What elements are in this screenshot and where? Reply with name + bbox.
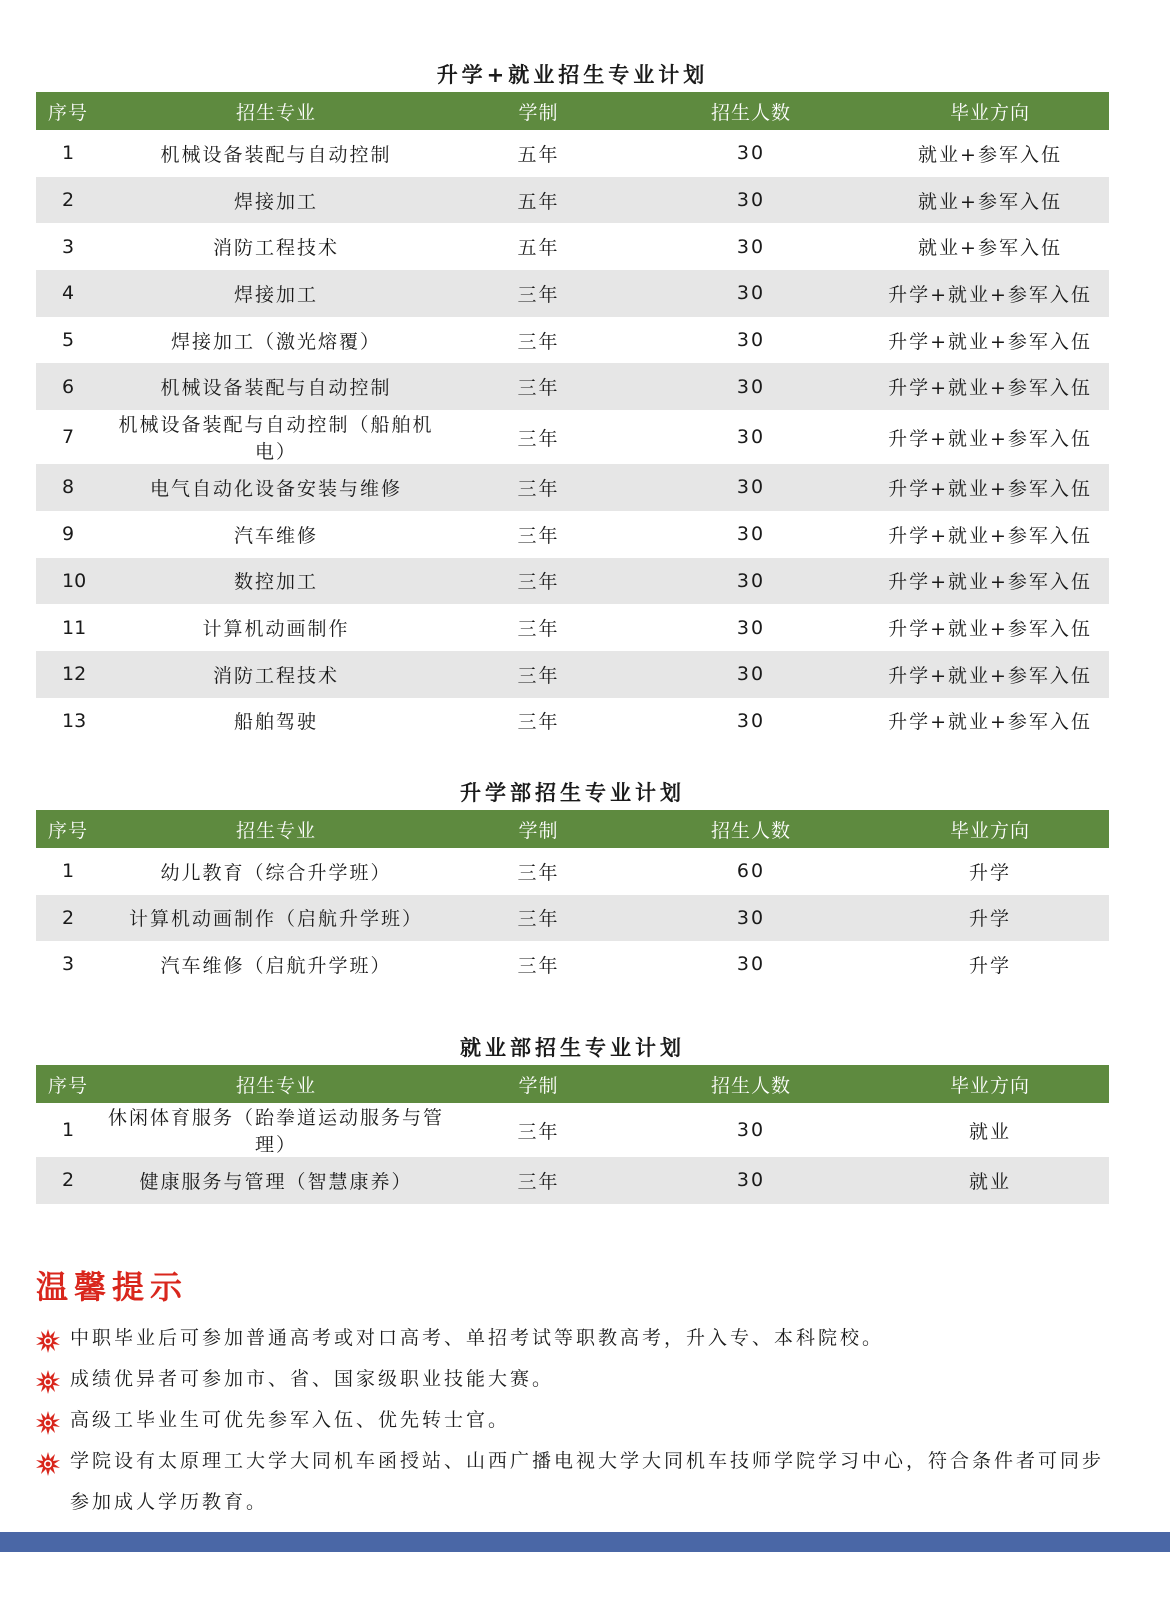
- cell-enrollment: 30: [736, 709, 766, 732]
- cell-no: 9: [62, 523, 75, 546]
- cell-no: 1: [62, 860, 75, 883]
- table-header-row: [36, 92, 1109, 130]
- cell-enrollment: 30: [631, 1157, 871, 1204]
- table-row: [36, 895, 1109, 942]
- sunburst-bullet-icon: [36, 1450, 60, 1474]
- header-no: 序号: [36, 92, 106, 130]
- table-header-row: [36, 810, 1109, 848]
- cell-major: 计算机动画制作: [202, 618, 350, 641]
- cell-enrollment: 30: [631, 464, 871, 511]
- tip-text: 成绩优异者可参加市、省、国家级职业技能大赛。: [70, 1368, 555, 1390]
- cell-direction: 升学+就业+参军入伍: [888, 711, 1092, 734]
- cell-duration: 三年: [446, 1157, 631, 1204]
- cell-direction: 升学+就业+参军入伍: [871, 363, 1109, 410]
- cell-no: 5: [62, 329, 75, 352]
- header-major: 招生专业: [106, 810, 446, 848]
- cell-enrollment: 30: [631, 895, 871, 942]
- cell-direction: 升学+就业+参军入伍: [888, 427, 1092, 450]
- cell-duration: 三年: [517, 524, 560, 547]
- cell-enrollment: 30: [736, 953, 766, 976]
- cell-enrollment: 30: [736, 616, 766, 639]
- tip-item: [36, 1400, 1116, 1441]
- cell-enrollment: 30: [736, 426, 766, 449]
- cell-no: 11: [62, 616, 87, 639]
- cell-duration: 五年: [446, 177, 631, 224]
- header-enrollment: 招生人数: [631, 92, 871, 130]
- bottom-bar: [0, 1532, 1170, 1552]
- section-employment-department: [36, 1031, 1109, 1204]
- table-row: [36, 317, 1109, 364]
- cell-duration: 三年: [517, 330, 560, 353]
- cell-major: 电气自动化设备安装与维修: [106, 464, 446, 511]
- table-row: [36, 1103, 1109, 1157]
- header-enrollment: 招生人数: [631, 810, 871, 848]
- cell-duration: 三年: [517, 1120, 560, 1143]
- cell-no: 1: [62, 1119, 75, 1141]
- cell-direction: 升学+就业+参军入伍: [871, 270, 1109, 317]
- cell-major: 数控加工: [106, 558, 446, 605]
- cell-direction: 升学+就业+参军入伍: [871, 558, 1109, 605]
- cell-enrollment: 30: [631, 363, 871, 410]
- cell-major: 机械设备装配与自动控制（船舶机电）: [118, 414, 434, 464]
- cell-no: 13: [62, 709, 87, 732]
- cell-duration: 三年: [517, 861, 560, 884]
- header-direction: 毕业方向: [871, 92, 1109, 130]
- cell-major: 计算机动画制作（启航升学班）: [106, 895, 446, 942]
- cell-no: 10: [36, 558, 106, 605]
- cell-major: 机械设备装配与自动控制: [160, 143, 392, 166]
- cell-direction: 就业: [968, 1120, 1011, 1143]
- cell-enrollment: 30: [736, 142, 766, 165]
- table-row: [36, 270, 1109, 317]
- cell-enrollment: 30: [736, 329, 766, 352]
- table-row: [36, 698, 1109, 745]
- cell-direction: 升学+就业+参军入伍: [871, 464, 1109, 511]
- cell-major: 休闲体育服务（跆拳道运动服务与管理）: [107, 1107, 444, 1156]
- table-row: [36, 558, 1109, 605]
- sunburst-bullet-icon: [36, 1368, 60, 1392]
- cell-enrollment: 60: [736, 860, 766, 883]
- cell-major: 消防工程技术: [212, 237, 339, 260]
- cell-direction: 升学: [968, 954, 1011, 977]
- table-row: [36, 651, 1109, 698]
- header-no: 序号: [36, 810, 106, 848]
- tips-list: [36, 1318, 1116, 1523]
- header-major: 招生专业: [106, 92, 446, 130]
- cell-major: 汽车维修（启航升学班）: [160, 954, 392, 977]
- cell-no: 6: [36, 363, 106, 410]
- cell-enrollment: 30: [736, 1119, 766, 1141]
- cell-major: 汽车维修: [233, 524, 318, 547]
- cell-no: 12: [36, 651, 106, 698]
- cell-major: 幼儿教育（综合升学班）: [160, 861, 392, 884]
- cell-no: 3: [62, 235, 75, 258]
- header-duration: 学制: [446, 92, 631, 130]
- sunburst-bullet-icon: [36, 1327, 60, 1351]
- section-title: 升学部招生专业计划: [460, 781, 685, 805]
- cell-enrollment: 30: [631, 558, 871, 605]
- cell-duration: 三年: [517, 618, 560, 641]
- header-duration: 学制: [446, 1065, 631, 1103]
- table-row: [36, 848, 1109, 895]
- cell-direction: 升学: [968, 861, 1011, 884]
- cell-duration: 三年: [446, 464, 631, 511]
- table-row: [36, 604, 1109, 651]
- cell-enrollment: 30: [631, 270, 871, 317]
- cell-duration: 五年: [517, 143, 560, 166]
- section-title: 升学+就业招生专业计划: [436, 63, 709, 87]
- cell-duration: 三年: [446, 651, 631, 698]
- cell-direction: 升学+就业+参军入伍: [871, 651, 1109, 698]
- table-row: [36, 410, 1109, 464]
- cell-no: 4: [36, 270, 106, 317]
- cell-duration: 三年: [446, 558, 631, 605]
- section-title: 就业部招生专业计划: [460, 1036, 685, 1060]
- cell-direction: 升学+就业+参军入伍: [888, 524, 1092, 547]
- table-row: [36, 1157, 1109, 1204]
- cell-major: 焊接加工: [106, 177, 446, 224]
- cell-enrollment: 30: [736, 235, 766, 258]
- header-enrollment: 招生人数: [631, 1065, 871, 1103]
- header-direction: 毕业方向: [871, 810, 1109, 848]
- cell-major: 健康服务与管理（智慧康养）: [106, 1157, 446, 1204]
- sunburst-bullet-icon: [36, 1409, 60, 1433]
- cell-enrollment: 30: [631, 177, 871, 224]
- cell-major: 焊接加工: [106, 270, 446, 317]
- table-row: [36, 130, 1109, 177]
- plan-table: [36, 810, 1109, 988]
- table-row: [36, 941, 1109, 988]
- tip-text: 高级工毕业生可优先参军入伍、优先转士官。: [70, 1409, 511, 1431]
- cell-enrollment: 30: [631, 651, 871, 698]
- cell-direction: 就业+参军入伍: [918, 143, 1062, 166]
- cell-enrollment: 30: [736, 523, 766, 546]
- cell-duration: 三年: [446, 895, 631, 942]
- table-row: [36, 363, 1109, 410]
- tip-item: [36, 1359, 1116, 1400]
- cell-no: 2: [36, 177, 106, 224]
- plan-table: [36, 92, 1109, 744]
- cell-direction: 升学+就业+参军入伍: [888, 330, 1092, 353]
- section-upgrade-employment: [36, 58, 1109, 744]
- header-major: 招生专业: [106, 1065, 446, 1103]
- cell-direction: 就业+参军入伍: [871, 177, 1109, 224]
- cell-duration: 五年: [517, 237, 560, 260]
- tips-title: 温馨提示: [36, 1268, 189, 1306]
- cell-no: 2: [36, 895, 106, 942]
- tip-item: [36, 1441, 1116, 1523]
- cell-duration: 三年: [517, 954, 560, 977]
- table-row: [36, 223, 1109, 270]
- header-duration: 学制: [446, 810, 631, 848]
- cell-direction: 升学: [871, 895, 1109, 942]
- cell-direction: 就业+参军入伍: [918, 237, 1062, 260]
- cell-major: 船舶驾驶: [233, 711, 318, 734]
- table-row: [36, 464, 1109, 511]
- header-direction: 毕业方向: [871, 1065, 1109, 1103]
- cell-direction: 升学+就业+参军入伍: [888, 618, 1092, 641]
- cell-major: 焊接加工（激光熔覆）: [170, 330, 381, 353]
- table-header-row: [36, 1065, 1109, 1103]
- cell-duration: 三年: [446, 363, 631, 410]
- cell-no: 8: [36, 464, 106, 511]
- table-row: [36, 511, 1109, 558]
- table-row: [36, 177, 1109, 224]
- cell-direction: 就业: [871, 1157, 1109, 1204]
- cell-duration: 三年: [517, 711, 560, 734]
- cell-no: 3: [62, 953, 75, 976]
- tip-text: 中职毕业后可参加普通高考或对口高考、单招考试等职教高考，升入专、本科院校。: [70, 1327, 885, 1349]
- tip-text: 学院设有太原理工大学大同机车函授站、山西广播电视大学大同机车技师学院学习中心，符合条件者可同步参加成人学历教育。: [70, 1450, 1105, 1513]
- plan-table: [36, 1065, 1109, 1204]
- cell-no: 7: [62, 426, 75, 449]
- cell-duration: 三年: [517, 427, 560, 450]
- tip-item: [36, 1318, 1116, 1359]
- cell-no: 2: [36, 1157, 106, 1204]
- section-upgrade-department: [36, 776, 1109, 988]
- cell-no: 1: [62, 142, 75, 165]
- cell-major: 机械设备装配与自动控制: [106, 363, 446, 410]
- header-no: 序号: [36, 1065, 106, 1103]
- cell-duration: 三年: [446, 270, 631, 317]
- cell-major: 消防工程技术: [106, 651, 446, 698]
